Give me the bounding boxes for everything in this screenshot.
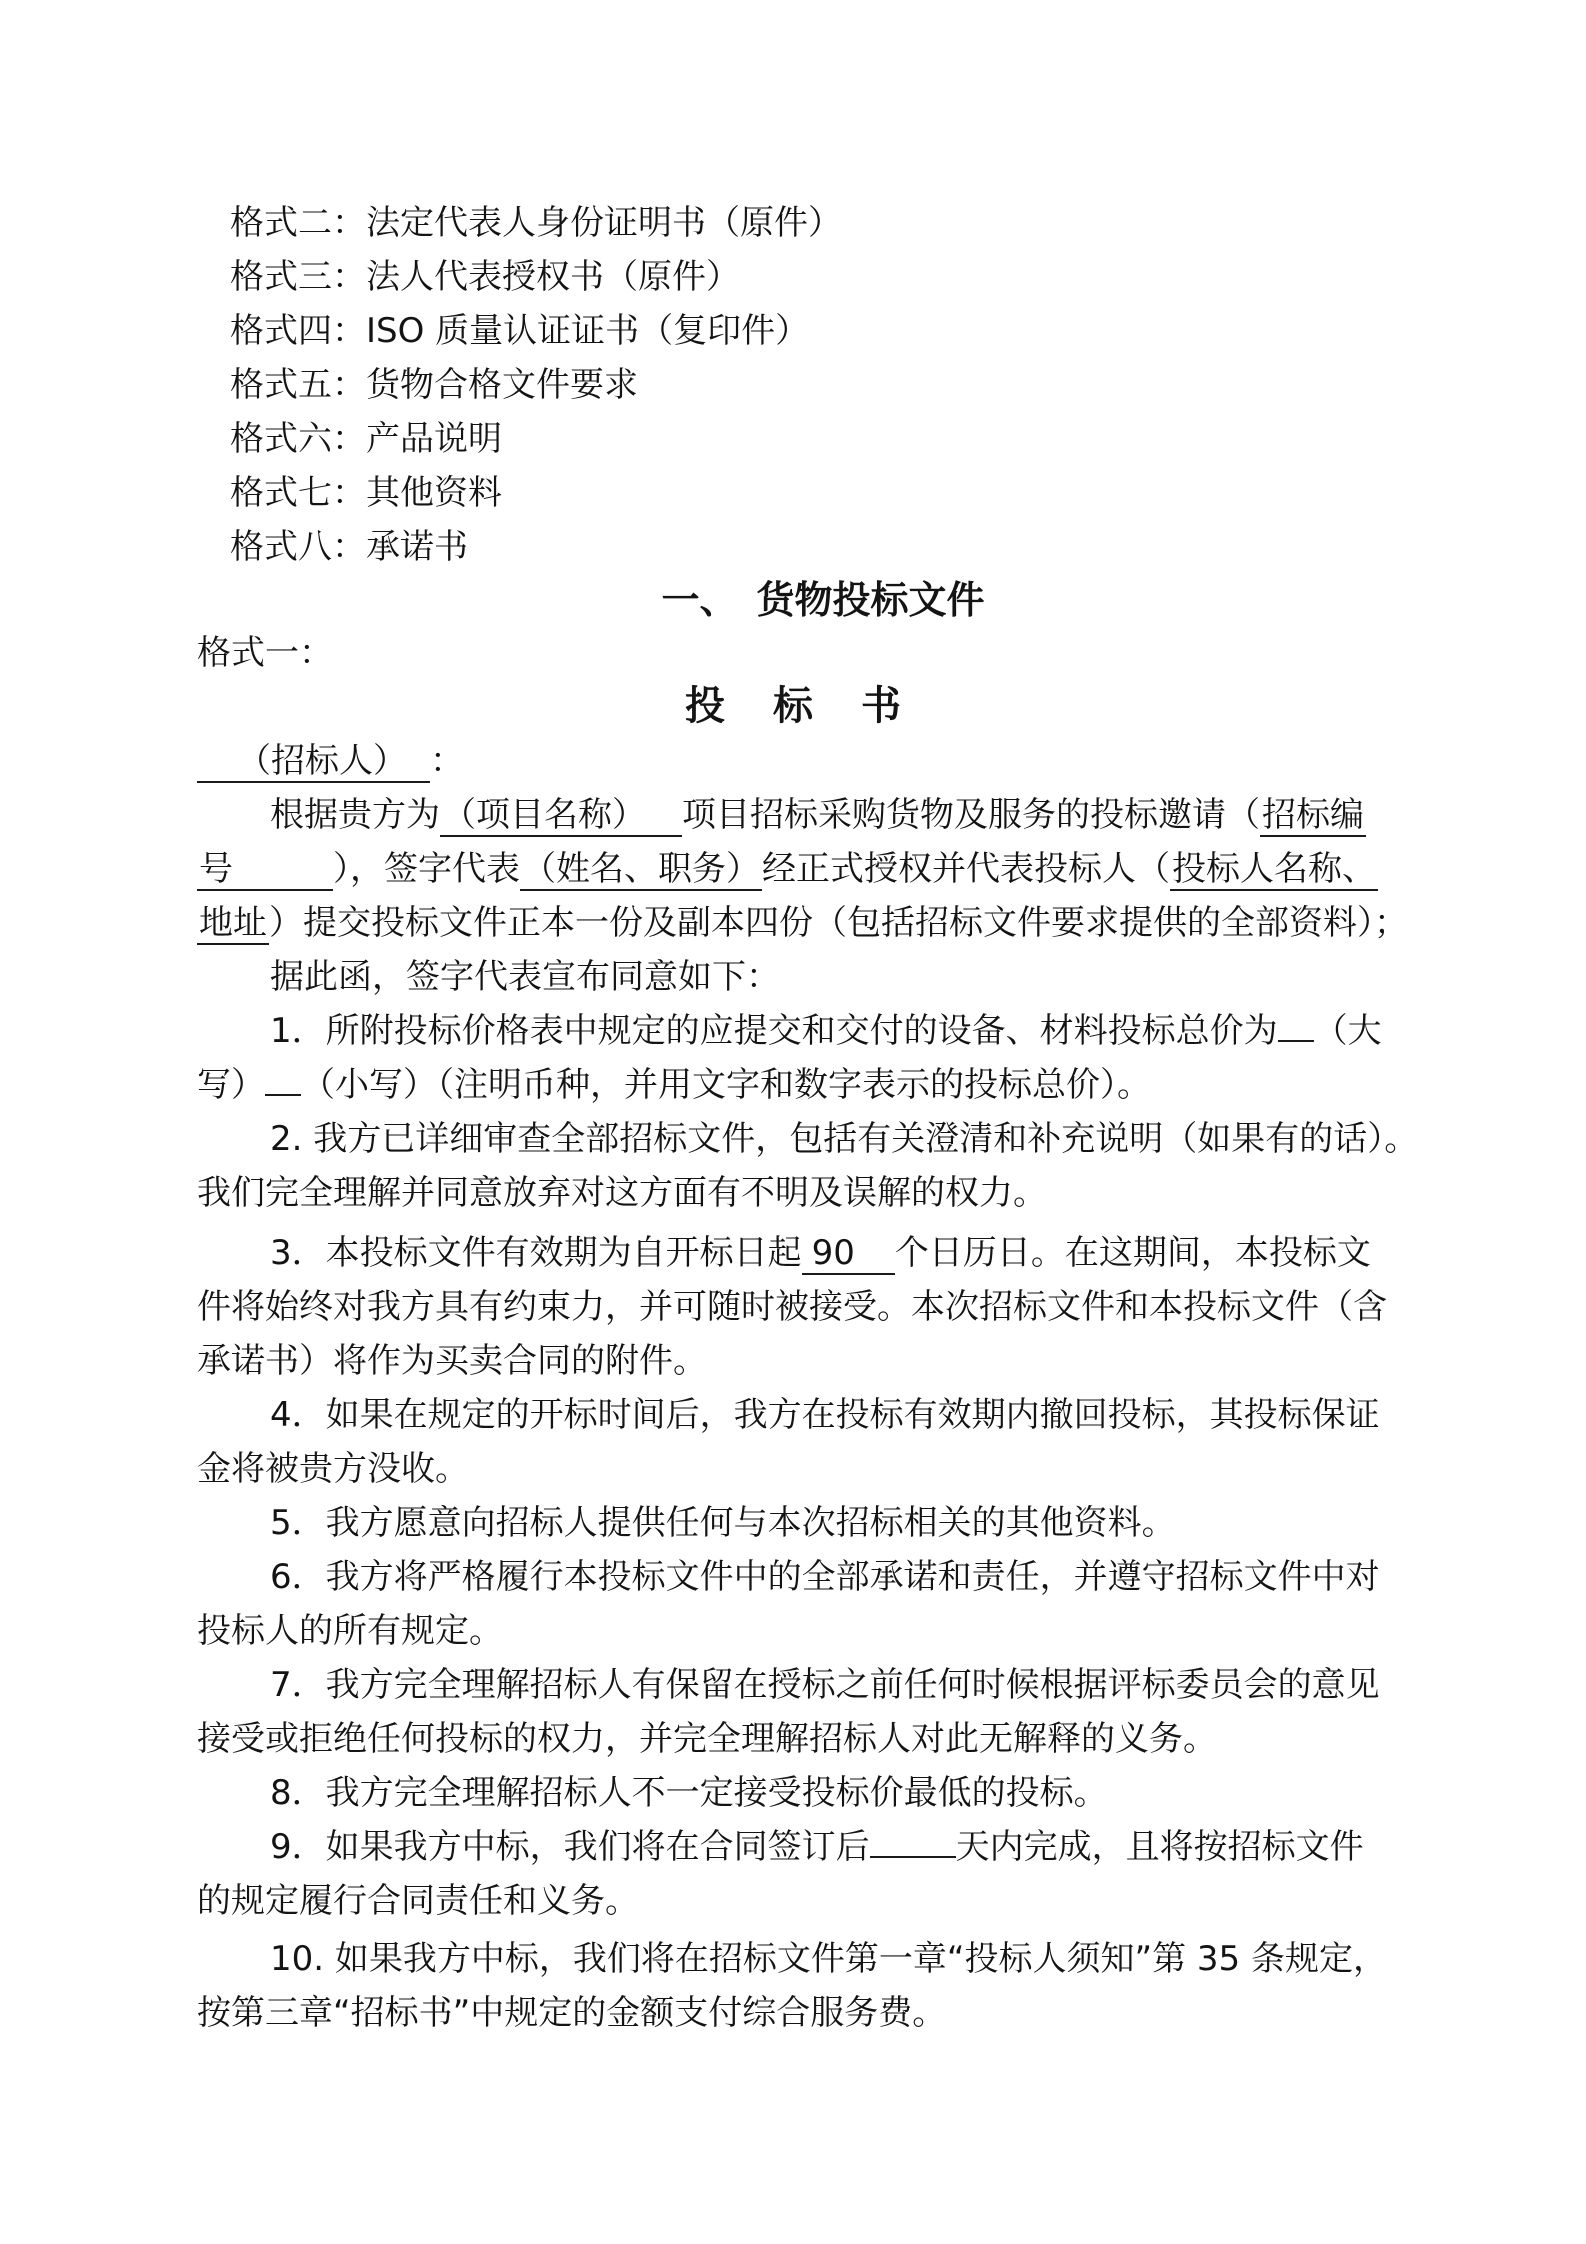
item-7-line-2: 接受或拒绝任何投标的权力，并完全理解招标人对此无解释的义务。 xyxy=(197,1719,1217,1759)
intro-line-1 xyxy=(270,788,1396,842)
format-list-item: 格式六：产品说明 xyxy=(230,419,502,459)
format-list-item: 格式八：承诺书 xyxy=(230,527,468,567)
item-7-line-1: 7．我方完全理解招标人有保留在授标之前任何时候根据评标委员会的意见 xyxy=(270,1665,1380,1705)
recipient-field: （招标人） xyxy=(197,741,430,783)
intro-text: 经正式授权并代表投标人（ xyxy=(762,849,1170,889)
item-2-line-2: 我们完全理解并同意放弃对这方面有不明及误解的权力。 xyxy=(197,1173,1047,1213)
validity-days-field: 90 xyxy=(802,1233,895,1275)
format-list-item: 格式三：法人代表授权书（原件） xyxy=(230,257,740,297)
tender-number-field: 号 xyxy=(197,849,333,891)
item-9-line-1 xyxy=(270,1820,1396,1874)
format-one-label: 格式一： xyxy=(197,633,333,673)
item-text: （小写）（注明币种，并用文字和数字表示的投标总价）。 xyxy=(301,1065,1151,1105)
item-1-line-1 xyxy=(270,1004,1396,1058)
item-5-line: 5．我方愿意向招标人提供任何与本次招标相关的其他资料。 xyxy=(270,1503,1176,1543)
bidder-field: 投标人名称、 xyxy=(1172,849,1376,889)
intro-line-3 xyxy=(197,896,1408,950)
item-text: 写） xyxy=(197,1065,265,1105)
item-text: 1．所附投标价格表中规定的应提交和交付的设备、材料投标总价为 xyxy=(270,1011,1278,1051)
item-10-line-1: 10. 如果我方中标，我们将在招标文件第一章“投标人须知”第 35 条规定， xyxy=(270,1939,1387,1979)
recipient-colon: ： xyxy=(430,741,464,781)
item-4-line-2: 金将被贵方没收。 xyxy=(197,1449,469,1489)
item-1-line-2 xyxy=(197,1058,1396,1112)
item-10-line-2: 按第三章“招标书”中规定的金额支付综合服务费。 xyxy=(197,1993,947,2033)
item-3-line-2: 件将始终对我方具有约束力，并可随时被接受。本次招标文件和本投标文件（含 xyxy=(197,1287,1387,1327)
item-6-line-1: 6．我方将严格履行本投标文件中的全部承诺和责任，并遵守招标文件中对 xyxy=(270,1557,1380,1597)
intro-text: ），签字代表 xyxy=(333,849,520,889)
intro-line-2 xyxy=(197,842,1396,896)
amount-lower-blank xyxy=(265,1060,301,1096)
format-list-item: 格式七：其他资料 xyxy=(230,473,502,513)
item-4-line-1: 4．如果在规定的开标时间后，我方在投标有效期内撤回投标，其投标保证 xyxy=(270,1395,1380,1435)
amount-upper-blank xyxy=(1278,1006,1314,1042)
item-8-line: 8．我方完全理解招标人不一定接受投标价最低的投标。 xyxy=(270,1773,1108,1813)
item-text: （大 xyxy=(1313,1011,1382,1051)
format-list-item: 格式五：货物合格文件要求 xyxy=(230,365,638,405)
intro-text: 根据贵方为 xyxy=(270,795,440,835)
section-heading: 一、 货物投标文件 xyxy=(661,578,985,622)
item-text: 3．本投标文件有效期为自开标日起 xyxy=(270,1233,802,1273)
format-list-item: 格式二：法定代表人身份证明书（原件） xyxy=(230,203,842,243)
item-6-line-2: 投标人的所有规定。 xyxy=(197,1611,503,1651)
item-text: 个日历日。在这期间，本投标文 xyxy=(894,1233,1371,1273)
item-3-line-3: 承诺书）将作为买卖合同的附件。 xyxy=(197,1341,707,1381)
completion-days-blank xyxy=(870,1822,956,1858)
item-text: 天内完成，且将按招标文件 xyxy=(955,1827,1364,1867)
document-title: 投标书 xyxy=(685,683,949,729)
intro-line-4: 据此函，签字代表宣布同意如下： xyxy=(270,957,780,997)
item-text: 9．如果我方中标，我们将在合同签订后 xyxy=(270,1827,870,1867)
item-2-line-1: 2. 我方已详细审查全部招标文件，包括有关澄清和补充说明（如果有的话）。 xyxy=(270,1119,1419,1159)
recipient-line xyxy=(197,734,1396,788)
intro-text: ）提交投标文件正本一份及副本四份（包括招标文件要求提供的全部资料）； xyxy=(269,903,1408,943)
signer-field: （姓名、职务） xyxy=(522,849,760,889)
tender-number-field: 招标编 xyxy=(1262,795,1364,835)
item-9-line-2: 的规定履行合同责任和义务。 xyxy=(197,1881,639,1921)
bidder-field: 地址 xyxy=(199,903,267,943)
project-name-field: （项目名称） xyxy=(440,795,682,837)
format-list-item: 格式四：ISO 质量认证证书（复印件） xyxy=(230,311,810,351)
item-3-line-1 xyxy=(270,1226,1396,1280)
intro-text: 项目招标采购货物及服务的投标邀请（ xyxy=(682,795,1260,835)
